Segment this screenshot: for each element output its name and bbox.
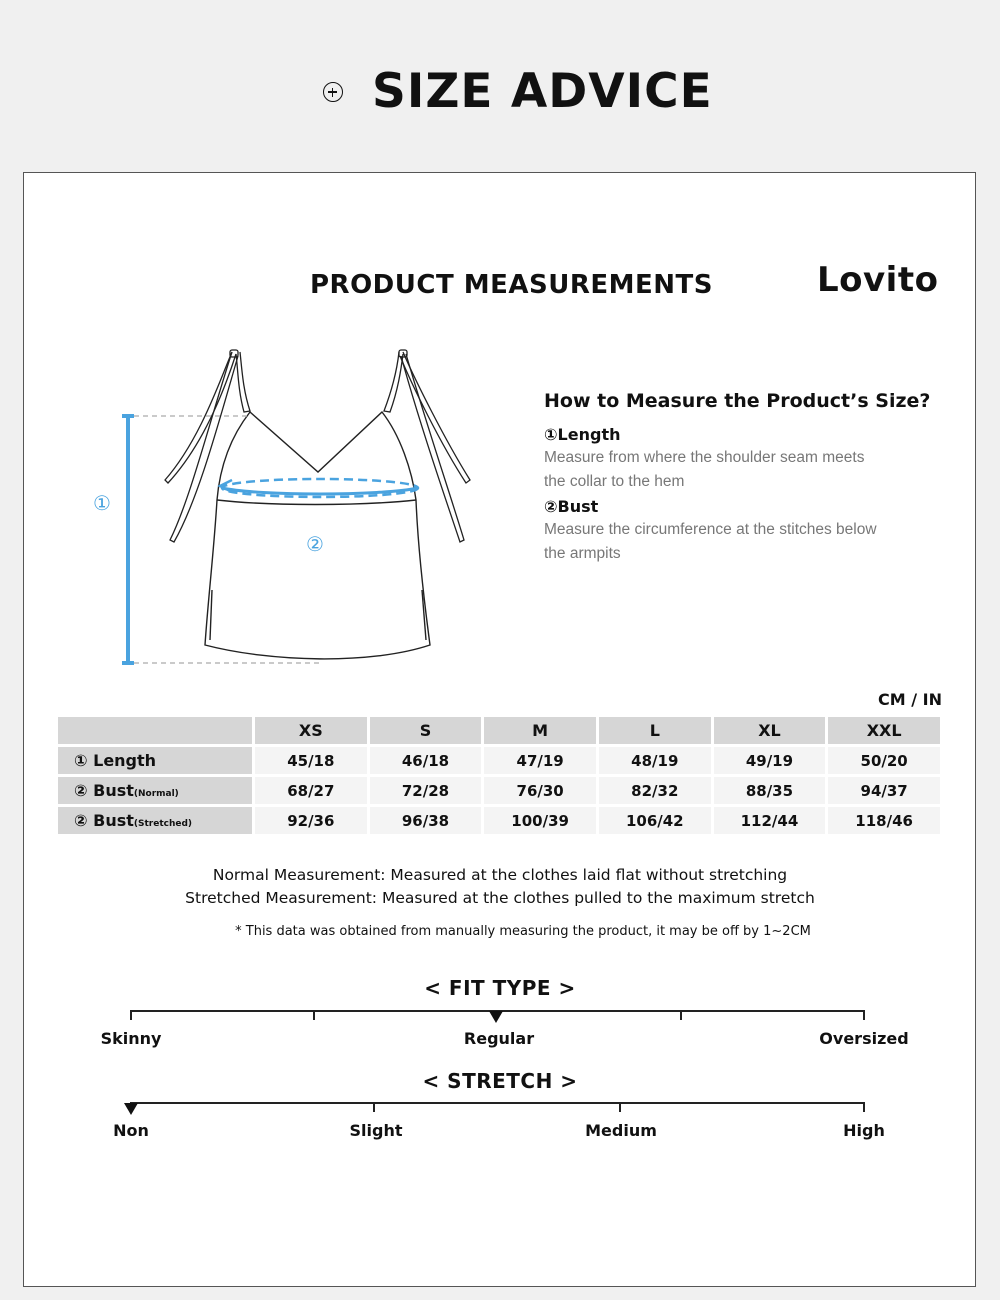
table-header-row [58,717,940,744]
disclaimer: * This data was obtained from manually measuring the product, it may be off by 1~2CM [235,924,811,939]
table-cell: 96/38 [370,807,482,834]
table-row [58,777,940,804]
table-cell: 92/36 [255,807,367,834]
how-desc-line: the armpits [544,544,621,562]
table-header: S [370,717,482,744]
note-stretched: Stretched Measurement: Measured at the clothes pulled to the maximum stretch [185,889,815,907]
fit-label-skinny: Skinny [100,1029,162,1048]
table-cell: 100/39 [484,807,596,834]
table-cell: 82/32 [599,777,711,804]
table-cell: 68/27 [255,777,367,804]
fit-tick [680,1010,682,1020]
table-cell: 76/30 [484,777,596,804]
fit-tick [863,1010,865,1020]
row-label-sub: (Normal) [133,789,179,799]
section-title: PRODUCT MEASUREMENTS [310,270,713,300]
fit-tick [130,1010,132,1020]
table-header: XXL [828,717,940,744]
garment-diagram [60,340,520,680]
row-label-sub: (Stretched) [133,819,193,829]
page-title: SIZE ADVICE [372,64,713,119]
row-label-text: ② Bust [74,781,134,800]
how-to-title: How to Measure the Product’s Size? [544,390,931,412]
table-header: XL [714,717,826,744]
bust-marker: ② [306,532,324,556]
stretch-label: Non [113,1121,149,1140]
right-strap-icon [384,350,470,542]
measurement-notes [0,864,1000,910]
how-desc-line: the collar to the hem [544,472,685,490]
table-header: L [599,717,711,744]
row-label [58,807,252,834]
left-strap-icon [165,350,250,542]
table-cell: 46/18 [370,747,482,774]
stretch-label: High [843,1121,885,1140]
stretch-tick [373,1102,375,1112]
stretch-tick [619,1102,621,1112]
table-cell: 48/19 [599,747,711,774]
size-table [55,714,943,837]
how-item-bust: ②Bust [544,497,599,516]
stretch-tick [863,1102,865,1112]
table-cell: 47/19 [484,747,596,774]
row-label-text: ① Length [74,751,157,770]
fit-selected-pointer-icon [489,1011,503,1023]
table-row [58,807,940,834]
note-normal: Normal Measurement: Measured at the clothes laid flat without stretching [212,866,788,884]
stretch-selected-pointer-icon [124,1103,138,1115]
plus-circle-icon[interactable] [323,82,343,102]
table-cell: 45/18 [255,747,367,774]
table-cell: 49/19 [714,747,826,774]
how-desc-line: Measure from where the shoulder seam meets [544,449,865,466]
unit-label: CM / IN [878,690,942,709]
row-label-text: ② Bust [74,811,134,830]
brand-logo: Lovito [817,260,939,300]
table-header: M [484,717,596,744]
fit-label-oversized: Oversized [819,1029,909,1048]
table-header-blank [58,717,252,744]
fit-type-title: < FIT TYPE > [424,976,576,1000]
how-to-measure [544,390,944,568]
stretch-title: < STRETCH > [422,1069,578,1093]
stretch-label: Slight [349,1121,403,1140]
table-cell: 50/20 [828,747,940,774]
size-advice-header [0,0,1000,172]
table-cell: 118/46 [828,807,940,834]
table-cell: 94/37 [828,777,940,804]
table-cell: 88/35 [714,777,826,804]
row-label [58,777,252,804]
table-cell: 112/44 [714,807,826,834]
how-desc-bust [544,518,944,565]
table-header: XS [255,717,367,744]
row-label [58,747,252,774]
fit-label-regular: Regular [463,1029,535,1048]
how-desc-length [544,446,944,493]
how-item-length: ①Length [544,425,621,444]
stretch-scale [130,1102,865,1104]
how-desc-line: Measure the circumference at the stitches below [544,521,877,538]
table-row [58,747,940,774]
length-marker: ① [93,491,111,515]
fit-tick [313,1010,315,1020]
table-cell: 72/28 [370,777,482,804]
stretch-label: Medium [585,1121,657,1140]
table-cell: 106/42 [599,807,711,834]
